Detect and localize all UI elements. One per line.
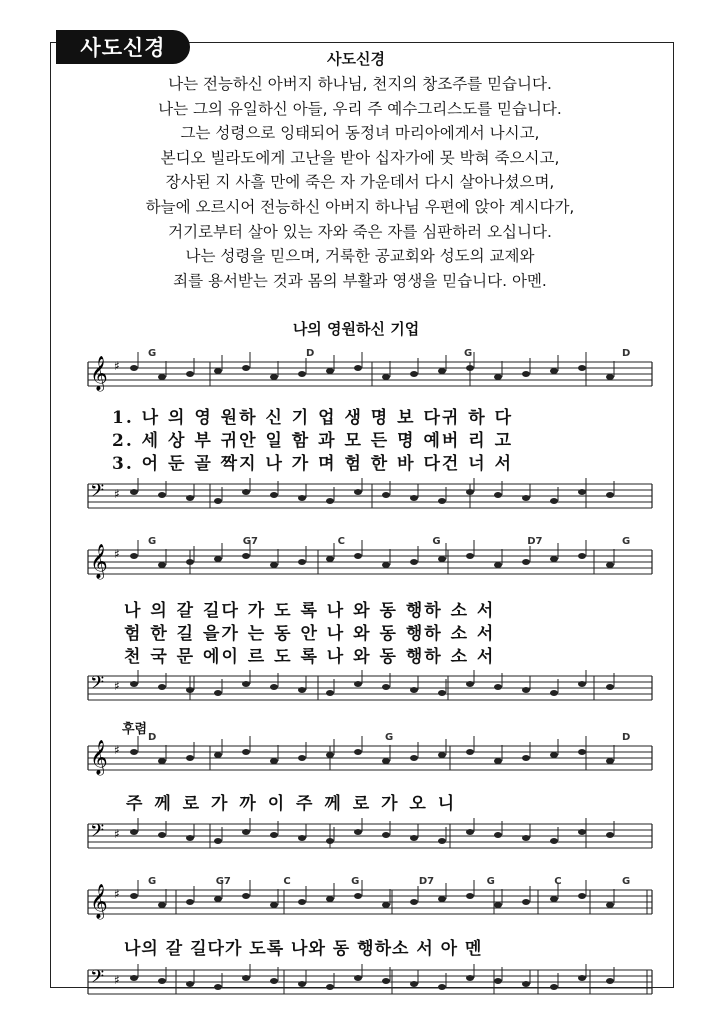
note-head: [578, 681, 586, 687]
creed-line: 본디오 빌라도에게 고난을 받아 십자가에 못 박혀 죽으시고,: [160, 148, 560, 167]
note-head: [298, 835, 306, 841]
refrain-label: 후렴: [122, 722, 148, 737]
note-head: [298, 755, 306, 761]
note-head: [298, 687, 306, 693]
note-head: [214, 838, 222, 844]
chord-symbol: D: [622, 348, 631, 359]
note-head: [186, 755, 194, 761]
note-head: [158, 374, 166, 380]
note-head: [298, 371, 306, 377]
note-head: [130, 681, 138, 687]
creed-line: 장사된 지 사흘 만에 죽은 자 가운데서 다시 살아나셨으며,: [165, 173, 555, 192]
note-head: [298, 559, 306, 565]
note-head: [158, 902, 166, 908]
note-head: [522, 835, 530, 841]
chord-symbol: G: [148, 876, 157, 887]
creed-line: 그는 성령으로 잉태되어 동정녀 마리아에게서 나시고,: [180, 124, 540, 143]
note-head: [438, 984, 446, 990]
chord-symbol: D7: [418, 876, 435, 887]
note-head: [242, 749, 250, 755]
note-head: [214, 368, 222, 374]
note-head: [494, 902, 502, 908]
creed-line: 거기로부터 살아 있는 자와 죽은 자를 심판하러 오십니다.: [168, 222, 552, 241]
note-head: [438, 498, 446, 504]
note-head: [522, 899, 530, 905]
note-head: [606, 902, 614, 908]
note-head: [158, 978, 166, 984]
note-head: [270, 902, 278, 908]
note-head: [242, 893, 250, 899]
key-signature-sharp: ♯: [114, 887, 120, 901]
note-head: [578, 749, 586, 755]
chord-symbol: G7: [242, 536, 258, 547]
chord-symbol: D7: [527, 536, 543, 547]
note-head: [242, 365, 250, 371]
chord-symbol: C: [337, 536, 345, 547]
note-head: [326, 896, 334, 902]
treble-clef-icon: 𝄞: [90, 544, 108, 579]
key-signature-sharp: ♯: [114, 487, 120, 501]
note-head: [550, 838, 558, 844]
note-head: [186, 687, 194, 693]
note-head: [410, 371, 418, 377]
note-head: [606, 684, 614, 690]
note-head: [494, 562, 502, 568]
note-head: [130, 829, 138, 835]
note-head: [270, 562, 278, 568]
chord-symbol: C: [283, 876, 291, 887]
note-head: [158, 758, 166, 764]
treble-clef-icon: 𝄞: [90, 740, 108, 775]
treble-clef-icon: 𝄞: [90, 356, 108, 391]
note-head: [354, 829, 362, 835]
creed-line: 죄를 용서받는 것과 몸의 부활과 영생을 믿습니다. 아멘.: [173, 271, 547, 290]
note-head: [494, 374, 502, 380]
note-head: [550, 690, 558, 696]
note-head: [382, 978, 390, 984]
note-head: [186, 899, 194, 905]
note-head: [158, 832, 166, 838]
note-head: [550, 498, 558, 504]
note-head: [494, 684, 502, 690]
bass-clef-icon: 𝄢: [90, 821, 105, 846]
note-head: [130, 365, 138, 371]
lyric-line: 주 께 로 가 까 이 주 께 로 가 오 니: [126, 794, 458, 814]
note-head: [438, 690, 446, 696]
chord-symbol: G: [385, 732, 394, 743]
creed-line: 나는 전능하신 아버지 하나님, 천지의 창조주를 믿습니다.: [168, 75, 552, 93]
note-head: [298, 899, 306, 905]
hymn-title: 나의 영원하신 기업: [292, 320, 420, 338]
note-head: [242, 489, 250, 495]
note-head: [410, 687, 418, 693]
note-head: [382, 374, 390, 380]
note-head: [466, 489, 474, 495]
note-head: [522, 559, 530, 565]
note-head: [438, 556, 446, 562]
note-head: [354, 893, 362, 899]
note-head: [494, 832, 502, 838]
note-head: [214, 556, 222, 562]
note-head: [270, 684, 278, 690]
note-head: [494, 978, 502, 984]
note-head: [242, 829, 250, 835]
note-head: [606, 978, 614, 984]
lyric-line: 1. 나 의 영 원하 신 기 업 생 명 보 다귀 하 다: [112, 408, 514, 428]
note-head: [130, 489, 138, 495]
note-head: [438, 368, 446, 374]
note-head: [494, 492, 502, 498]
note-head: [578, 489, 586, 495]
chord-symbol: G: [486, 876, 495, 887]
note-head: [186, 981, 194, 987]
note-head: [326, 752, 334, 758]
note-head: [606, 832, 614, 838]
note-head: [410, 495, 418, 501]
note-head: [326, 838, 334, 844]
note-head: [130, 749, 138, 755]
note-head: [186, 559, 194, 565]
lyric-line: 3. 어 둔 골 짝지 나 가 며 험 한 바 다건 너 서: [112, 454, 514, 474]
note-head: [354, 975, 362, 981]
note-head: [522, 371, 530, 377]
note-head: [354, 489, 362, 495]
note-head: [186, 495, 194, 501]
key-signature-sharp: ♯: [114, 973, 120, 987]
chord-symbol: G: [148, 536, 157, 547]
chord-symbol: D: [306, 348, 315, 359]
note-head: [186, 835, 194, 841]
chord-symbol: G: [148, 348, 157, 359]
note-head: [438, 896, 446, 902]
note-head: [466, 893, 474, 899]
note-head: [214, 984, 222, 990]
note-head: [326, 690, 334, 696]
note-head: [298, 981, 306, 987]
note-head: [606, 374, 614, 380]
creed-title: 사도신경: [327, 50, 385, 68]
note-head: [550, 556, 558, 562]
note-head: [354, 365, 362, 371]
key-signature-sharp: ♯: [114, 547, 120, 561]
bass-clef-icon: 𝄢: [90, 967, 105, 992]
key-signature-sharp: ♯: [114, 743, 120, 757]
note-head: [438, 838, 446, 844]
key-signature-sharp: ♯: [114, 359, 120, 373]
lyric-line: 천 국 문 에이 르 도 록 나 와 동 행하 소 서: [124, 647, 496, 667]
creed-line: 나는 성령을 믿으며, 거룩한 공교회와 성도의 교제와: [185, 247, 535, 266]
note-head: [382, 758, 390, 764]
note-head: [242, 681, 250, 687]
note-head: [466, 553, 474, 559]
note-head: [410, 981, 418, 987]
note-head: [158, 562, 166, 568]
chord-symbol: G: [432, 536, 441, 547]
chord-symbol: G: [351, 876, 360, 887]
note-head: [466, 749, 474, 755]
note-head: [354, 749, 362, 755]
note-head: [242, 975, 250, 981]
note-head: [522, 687, 530, 693]
note-head: [522, 755, 530, 761]
note-head: [130, 975, 138, 981]
note-head: [158, 492, 166, 498]
key-signature-sharp: ♯: [114, 827, 120, 841]
note-head: [606, 758, 614, 764]
note-head: [326, 984, 334, 990]
note-head: [606, 562, 614, 568]
note-head: [550, 368, 558, 374]
note-head: [466, 829, 474, 835]
chord-symbol: G7: [215, 876, 231, 887]
creed-line: 하늘에 오르시어 전능하신 아버지 하나님 우편에 앉아 계시다가,: [145, 197, 575, 216]
note-head: [214, 690, 222, 696]
note-head: [466, 365, 474, 371]
lyric-line: 나의 갈 길다가 도록 나와 동 행하소 서 아 멘: [124, 939, 483, 959]
note-head: [130, 893, 138, 899]
note-head: [382, 902, 390, 908]
note-head: [214, 896, 222, 902]
bass-clef-icon: 𝄢: [90, 481, 105, 506]
chord-symbol: C: [554, 876, 562, 887]
bass-clef-icon: 𝄢: [90, 673, 105, 698]
note-head: [578, 975, 586, 981]
note-head: [382, 492, 390, 498]
note-head: [298, 495, 306, 501]
note-head: [270, 832, 278, 838]
note-head: [130, 553, 138, 559]
note-head: [270, 978, 278, 984]
note-head: [410, 755, 418, 761]
note-head: [438, 752, 446, 758]
note-head: [466, 681, 474, 687]
note-head: [550, 896, 558, 902]
note-head: [578, 365, 586, 371]
note-head: [270, 492, 278, 498]
note-head: [410, 899, 418, 905]
chord-symbol: G: [622, 876, 631, 887]
note-head: [382, 562, 390, 568]
lyric-line: 나 의 갈 길다 가 도 록 나 와 동 행하 소 서: [124, 601, 496, 621]
section-tag: 사도신경: [56, 30, 190, 64]
note-head: [326, 368, 334, 374]
note-head: [494, 758, 502, 764]
note-head: [550, 752, 558, 758]
note-head: [550, 984, 558, 990]
chord-symbol: G: [464, 348, 473, 359]
note-head: [410, 835, 418, 841]
note-head: [158, 684, 166, 690]
note-head: [578, 893, 586, 899]
note-head: [214, 498, 222, 504]
note-head: [242, 553, 250, 559]
lyric-line: 험 한 길 을가 는 동 안 나 와 동 행하 소 서: [124, 624, 496, 644]
note-head: [382, 684, 390, 690]
lyric-line: 2. 세 상 부 귀안 일 함 과 모 든 명 예버 리 고: [112, 431, 514, 451]
note-head: [522, 981, 530, 987]
chord-symbol: D: [622, 732, 631, 743]
note-head: [410, 559, 418, 565]
chord-symbol: G: [622, 536, 631, 547]
note-head: [326, 556, 334, 562]
note-head: [606, 492, 614, 498]
note-head: [578, 553, 586, 559]
chord-symbol: D: [148, 732, 157, 743]
note-head: [270, 374, 278, 380]
note-head: [354, 553, 362, 559]
treble-clef-icon: 𝄞: [90, 884, 108, 919]
key-signature-sharp: ♯: [114, 679, 120, 693]
note-head: [466, 975, 474, 981]
note-head: [186, 371, 194, 377]
creed-line: 나는 그의 유일하신 아들, 우리 주 예수그리스도를 믿습니다.: [158, 99, 562, 118]
note-head: [382, 832, 390, 838]
note-head: [214, 752, 222, 758]
note-head: [270, 758, 278, 764]
note-head: [578, 829, 586, 835]
note-head: [354, 681, 362, 687]
note-head: [326, 498, 334, 504]
note-head: [522, 495, 530, 501]
